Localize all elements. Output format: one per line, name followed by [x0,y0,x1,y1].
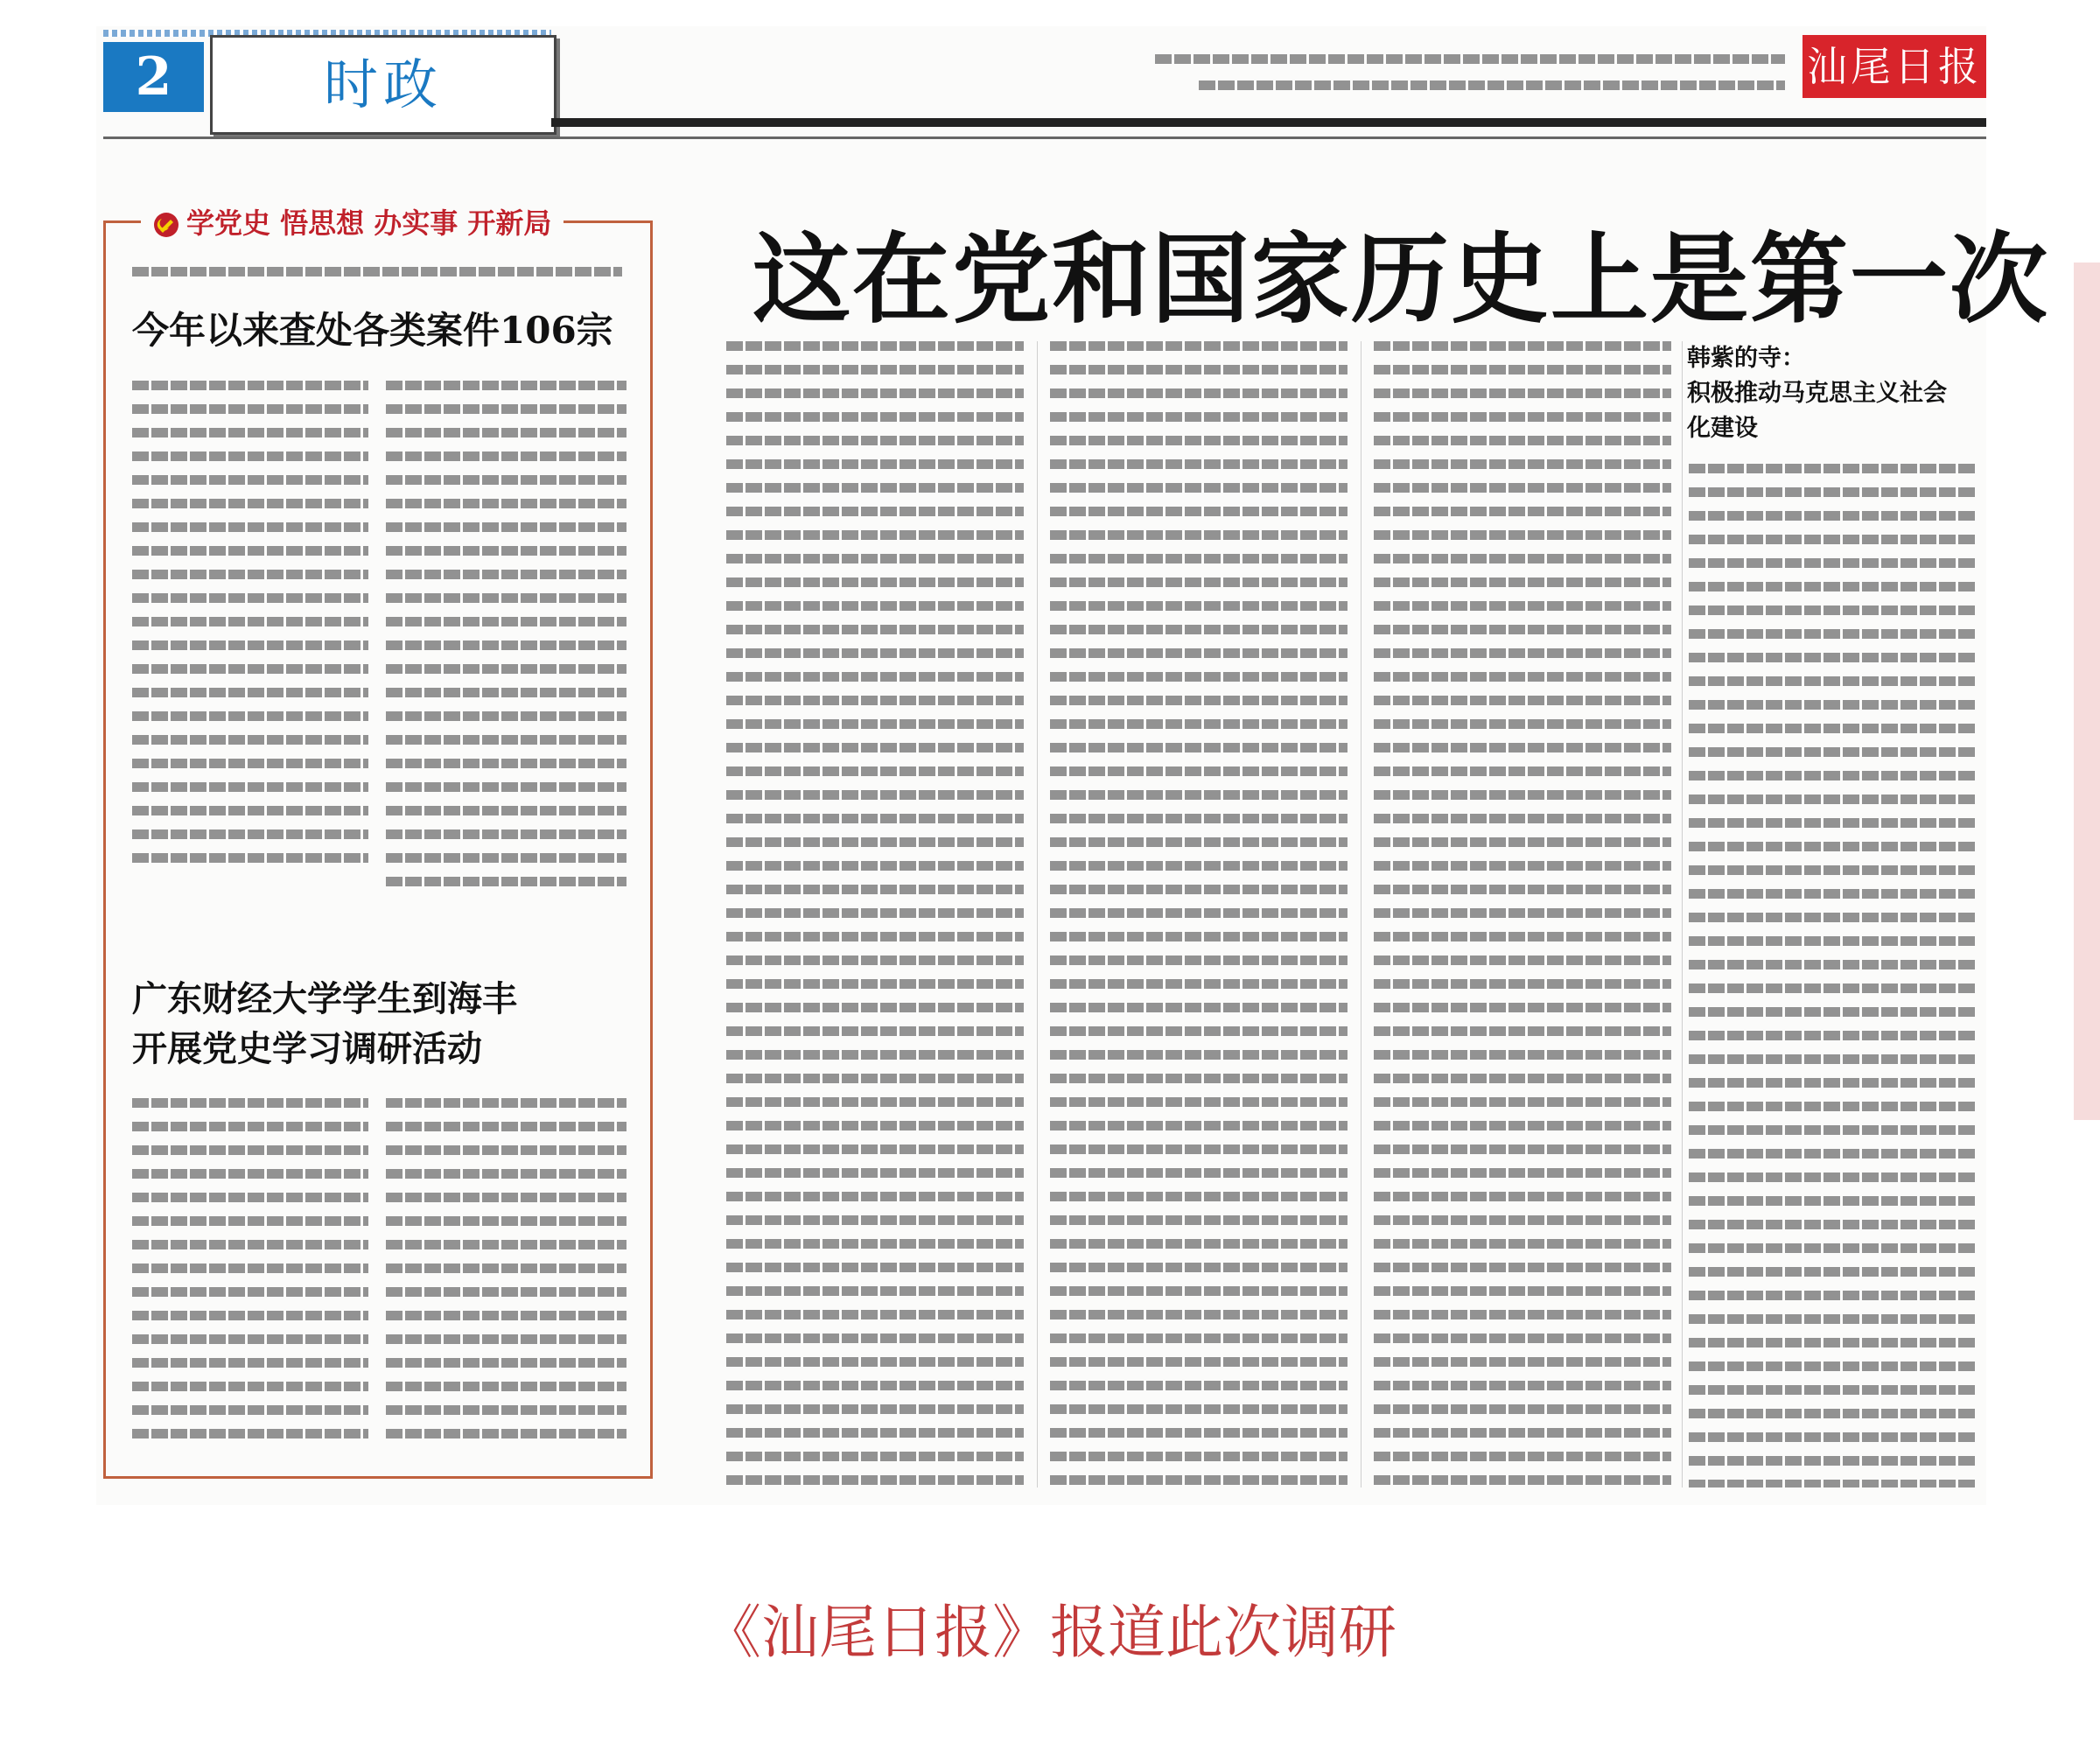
newspaper-page [96,26,2049,1505]
story2-title-line2: 开展党史学习调研活动 [132,1028,482,1069]
story1-body-col1 [132,381,368,871]
left-boxed-column [103,206,653,1479]
story1-kicker [132,267,622,286]
side-subheading-line3: 化建设 [1687,415,1758,442]
side-subheading-line2: 积极推动马克思主义社会 [1687,380,1947,407]
main-body-col4 [1689,464,1978,1488]
main-headline: 这在党和国家历史上是第一次 [752,222,2049,337]
main-body-col3 [1374,341,1671,1488]
side-subheading [1687,341,1947,446]
story2-body-col2 [386,1098,626,1448]
main-body-col1 [726,341,1024,1488]
header-rule [551,118,1986,127]
party-emblem-icon [153,212,179,238]
story2-body-col1 [132,1098,368,1448]
story1-title: 今年以来查处各类案件106宗 [132,309,613,352]
header-rule-thin [103,136,1986,139]
image-caption: 《汕尾日报》报道此次调研 [704,1599,1396,1666]
story2-title-line1: 广东财经大学学生到海丰 [132,978,517,1019]
main-body-col2 [1050,341,1348,1488]
page-number: 2 [103,42,204,112]
side-subheading-line1: 韩紫的寺： [1687,345,1805,372]
header-meta-line2 [1199,80,1785,93]
page-header [96,26,1986,149]
column-banner [141,202,564,244]
masthead-logo: 汕尾日报 [1802,35,1986,98]
edge-tint [2074,262,2100,1120]
section-title: 时政 [210,35,556,135]
column-rule [1682,341,1683,1488]
story1-body-col2 [386,381,626,888]
header-meta-line1 [1155,54,1785,66]
column-rule [1037,341,1038,1488]
column-rule [1361,341,1362,1488]
banner-text: 学党史 悟思想 办实事 开新局 [186,206,552,240]
